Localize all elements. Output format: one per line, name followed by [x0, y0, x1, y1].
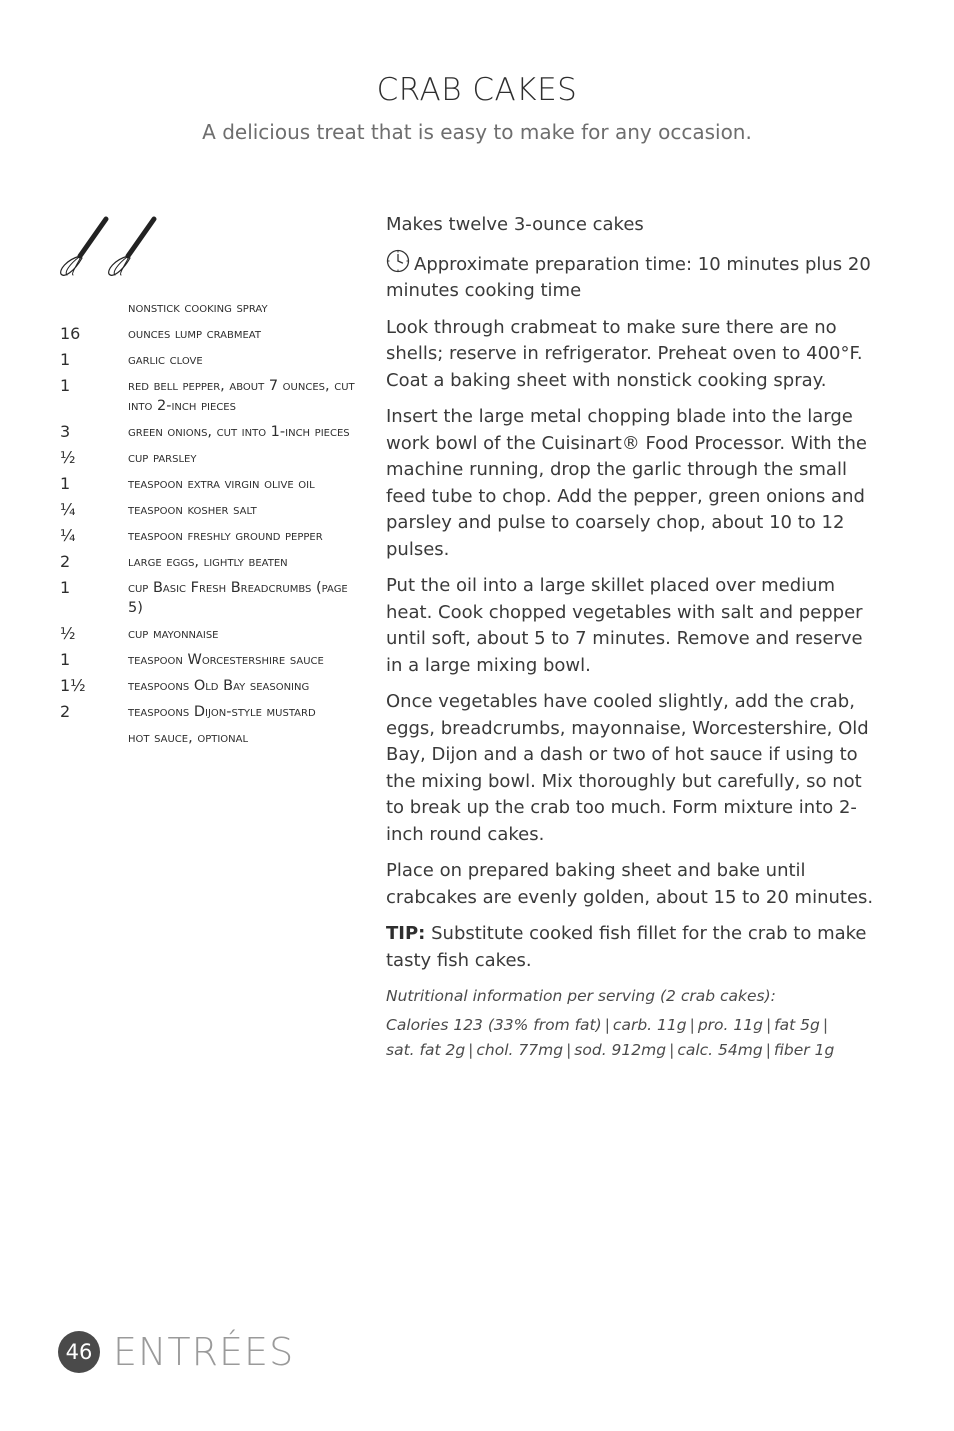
ingredient-row — [60, 422, 360, 442]
ingredient-row — [60, 324, 360, 344]
ingredient-row — [60, 728, 360, 748]
ingredient-row — [60, 676, 360, 696]
nutrition-value: sod. 912mg — [574, 1041, 667, 1059]
nutrition-value: calc. 54mg — [677, 1041, 763, 1059]
ingredient-name: teaspoons Dijon-style mustard — [128, 704, 316, 720]
divider: | — [669, 1041, 675, 1059]
ingredient-quantity: 16 — [60, 324, 81, 343]
recipe-title: CRAB CAKES — [376, 72, 578, 108]
ingredient-quantity: 2 — [60, 702, 71, 721]
ingredient-name: hot sauce, optional — [128, 730, 249, 746]
nutrition-value: fiber 1g — [773, 1041, 835, 1059]
divider: | — [689, 1016, 695, 1034]
ingredient-quantity: 1 — [60, 650, 71, 669]
ingredient-quantity: 1 — [60, 474, 71, 493]
recipe-subtitle: A delicious treat that is easy to make for any occasion. — [202, 120, 752, 144]
ingredient-name: garlic clove — [128, 352, 203, 368]
tip — [386, 921, 884, 974]
ingredient-row — [60, 624, 360, 644]
ingredient-quantity — [60, 298, 128, 318]
ingredient-name: green onions, cut into 1-inch pieces — [128, 424, 350, 440]
yield-text: Makes twelve 3-ounce cakes — [386, 214, 644, 235]
nutrition-info — [386, 984, 884, 1063]
ingredient-name: teaspoon extra virgin olive oil — [128, 476, 315, 492]
ingredient-list — [60, 298, 360, 754]
page-footer — [58, 1330, 294, 1374]
nutrition-value: Calories 123 (33% from fat) — [386, 1016, 602, 1034]
method-step: Once vegetables have cooled slightly, add the crab, eggs, breadcrumbs, mayonnaise, Worcestershire, Old Bay, Dijon and a dash or two of hot sauce if using to the mixing bowl. Mix thoroughly but carefully, so not to break up the crab too much. Form mixture into 2-inch round cakes. — [386, 691, 869, 845]
ingredient-row — [60, 376, 360, 416]
ingredient-row — [60, 298, 360, 318]
divider: | — [604, 1016, 610, 1034]
ingredient-row — [60, 500, 360, 520]
tip-label: TIP: — [386, 923, 426, 944]
divider: | — [765, 1016, 772, 1034]
ingredient-row — [60, 552, 360, 572]
ingredient-quantity — [60, 728, 128, 748]
ingredient-quantity: ½ — [60, 624, 76, 643]
ingredient-quantity: 3 — [60, 422, 71, 441]
ingredient-quantity: 2 — [60, 552, 71, 571]
method-step: Insert the large metal chopping blade into the large work bowl of the Cuisinart® Food Processor. With the machine running, drop the garlic through the small feed tube to chop. Add the pepper, green onions and parsley and pulse to coarsely chop, about 10 to 12 pulses. — [386, 406, 867, 560]
method-step: Put the oil into a large skillet placed over medium heat. Cook chopped vegetables with salt and pepper until soft, about 5 to 7 minutes. Remove and reserve in a large mixing bowl. — [386, 575, 863, 676]
nutrition-value: carb. 11g — [612, 1016, 687, 1034]
ingredient-quantity: 1½ — [60, 676, 86, 695]
ingredient-name: red bell pepper, about 7 ounces, cut into 2-inch pieces — [128, 378, 355, 414]
whisk-icon — [58, 216, 160, 278]
method-step: Look through crabmeat to make sure there are no shells; reserve in refrigerator. Preheat oven to 400°F. Coat a baking sheet with nonstick cooking spray. — [386, 316, 863, 391]
divider: | — [765, 1041, 771, 1059]
clock-icon — [386, 249, 410, 273]
divider: | — [822, 1016, 829, 1034]
ingredient-quantity: ½ — [60, 448, 76, 467]
method-step: Place on prepared baking sheet and bake until crabcakes are evenly golden, about 15 to 20 minutes. — [386, 860, 874, 908]
ingredient-quantity: 1 — [60, 376, 71, 395]
nutrition-value: sat. fat 2g — [386, 1041, 466, 1059]
ingredient-name: cup mayonnaise — [128, 626, 219, 642]
ingredient-row — [60, 702, 360, 722]
nutrition-heading: Nutritional information per serving (2 crab cakes): — [386, 987, 776, 1005]
ingredient-name: teaspoon freshly ground pepper — [128, 528, 323, 544]
nutrition-value: chol. 77mg — [476, 1041, 564, 1059]
ingredient-name: teaspoon kosher salt — [128, 502, 257, 518]
prep-time-text: Approximate preparation time: 10 minutes plus 20 minutes cooking time — [386, 253, 871, 301]
divider: | — [566, 1041, 572, 1059]
ingredient-row — [60, 578, 360, 618]
nutrition-value: pro. 11g — [697, 1016, 763, 1034]
ingredient-row — [60, 474, 360, 494]
divider: | — [468, 1041, 474, 1059]
method-column — [386, 212, 884, 1067]
ingredient-name: nonstick cooking spray — [128, 300, 268, 316]
ingredient-name: cup Basic Fresh Breadcrumbs (page 5) — [128, 580, 348, 616]
ingredient-quantity: 1 — [60, 350, 71, 369]
ingredient-row — [60, 650, 360, 670]
ingredient-name: large eggs, lightly beaten — [128, 554, 288, 570]
ingredient-quantity: 1 — [60, 578, 71, 597]
prep-time — [386, 249, 884, 305]
ingredient-row — [60, 448, 360, 468]
nutrition-value: fat 5g — [774, 1016, 820, 1034]
tip-text: Substitute cooked fish fillet for the crab to make tasty fish cakes. — [386, 923, 867, 971]
ingredient-name: cup parsley — [128, 450, 197, 466]
ingredient-quantity: ¼ — [60, 526, 76, 545]
ingredient-row — [60, 526, 360, 546]
ingredient-name: ounces lump crabmeat — [128, 326, 261, 342]
ingredient-name: teaspoons Old Bay seasoning — [128, 678, 310, 694]
ingredient-name: teaspoon Worcestershire sauce — [128, 652, 324, 668]
nutrition-values — [386, 1013, 884, 1063]
page-number: 46 — [58, 1331, 100, 1373]
ingredient-quantity: ¼ — [60, 500, 76, 519]
section-name: ENTRÉES — [113, 1330, 295, 1374]
ingredient-row — [60, 350, 360, 370]
